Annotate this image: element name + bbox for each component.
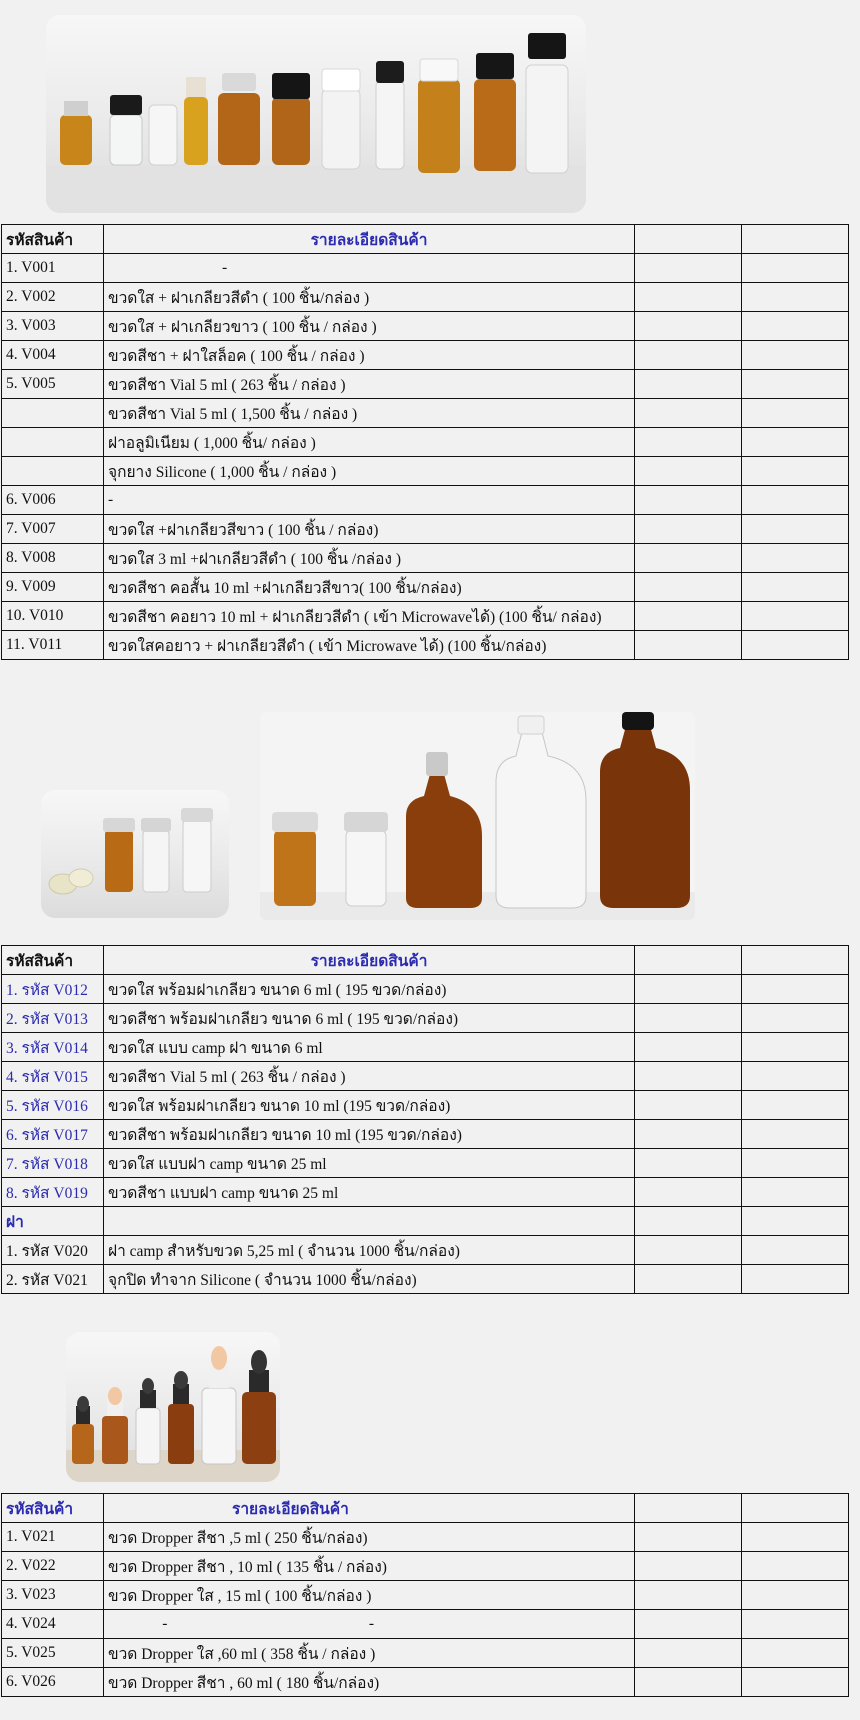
table-row (2, 1265, 849, 1294)
product-code: 9. V009 (2, 573, 104, 602)
product-detail: - (104, 254, 635, 283)
empty-cell (635, 457, 742, 486)
product-code: 1. V021 (2, 1523, 104, 1552)
empty-cell (742, 1523, 849, 1552)
empty-cell (742, 283, 849, 312)
empty-cell (635, 225, 742, 254)
product-code: 10. V010 (2, 602, 104, 631)
product-table-2 (1, 945, 849, 1294)
product-detail: - (104, 486, 635, 515)
product-detail: ขวดใส +ฝาเกลียวสีขาว ( 100 ชิ้น / กล่อง) (104, 515, 635, 544)
table-row (2, 1091, 849, 1120)
empty-cell (742, 946, 849, 975)
product-code: 6. V006 (2, 486, 104, 515)
dropper-bottles-photo (66, 1332, 280, 1482)
empty-cell (742, 544, 849, 573)
product-table-3 (1, 1493, 849, 1697)
empty-cell (742, 1033, 849, 1062)
product-code: 4. V004 (2, 341, 104, 370)
empty-cell (635, 975, 742, 1004)
serum-bottles-photo (260, 712, 695, 920)
table-row (2, 283, 849, 312)
empty-cell (742, 341, 849, 370)
table-row (2, 1178, 849, 1207)
empty-cell (635, 573, 742, 602)
header-code: รหัสสินค้า (2, 946, 104, 975)
table-row (2, 573, 849, 602)
table-row (2, 1552, 849, 1581)
section-row (2, 1207, 849, 1236)
table-row (2, 1062, 849, 1091)
empty-cell (635, 1494, 742, 1523)
empty-cell (742, 1178, 849, 1207)
empty-cell (635, 1610, 742, 1639)
empty-cell (635, 1523, 742, 1552)
product-detail: ขวดสีชา พร้อมฝาเกลียว ขนาด 10 ml (195 ขวด/กล่อง) (104, 1120, 635, 1149)
product-detail: ฝา camp สำหรับขวด 5,25 ml ( จำนวน 1000 ชิ้น/กล่อง) (104, 1236, 635, 1265)
empty-cell (742, 486, 849, 515)
empty-cell (742, 312, 849, 341)
product-detail: ขวดใส + ฝาเกลียวขาว ( 100 ชิ้น / กล่อง ) (104, 312, 635, 341)
table-row (2, 1639, 849, 1668)
product-detail: ขวดใส 3 ml +ฝาเกลียวสีดำ ( 100 ชิ้น /กล่อง ) (104, 544, 635, 573)
empty-cell (742, 1004, 849, 1033)
empty-cell (742, 254, 849, 283)
empty-cell (635, 602, 742, 631)
header-detail: รายละเอียดสินค้า (104, 1494, 635, 1523)
product-detail: ขวดสีชา + ฝาใสล็อค ( 100 ชิ้น / กล่อง ) (104, 341, 635, 370)
empty-cell (742, 631, 849, 660)
table-row (2, 1004, 849, 1033)
table-row (2, 341, 849, 370)
product-detail: ขวด Dropper สีชา ,5 ml ( 250 ชิ้น/กล่อง) (104, 1523, 635, 1552)
product-code (2, 457, 104, 486)
empty-cell (742, 370, 849, 399)
product-detail: - - (104, 1610, 635, 1639)
empty-cell (742, 1552, 849, 1581)
table-row (2, 1120, 849, 1149)
empty-cell (635, 1581, 742, 1610)
product-code: 4. V024 (2, 1610, 104, 1639)
product-detail: ขวดใส + ฝาเกลียวสีดำ ( 100 ชิ้น/กล่อง ) (104, 283, 635, 312)
table-row (2, 428, 849, 457)
empty-cell (635, 946, 742, 975)
product-detail: ขวดใสคอยาว + ฝาเกลียวสีดำ ( เข้า Microwave ได้) (100 ชิ้น/กล่อง) (104, 631, 635, 660)
empty-cell (635, 1178, 742, 1207)
empty-cell (742, 515, 849, 544)
empty-cell (635, 1668, 742, 1697)
table-row (2, 486, 849, 515)
table-row (2, 544, 849, 573)
product-detail: ขวด Dropper ใส , 15 ml ( 100 ชิ้น/กล่อง ) (104, 1581, 635, 1610)
product-detail: ฝาอลูมิเนียม ( 1,000 ชิ้น/ กล่อง ) (104, 428, 635, 457)
empty-cell (635, 341, 742, 370)
empty-cell (742, 975, 849, 1004)
product-code: 1. รหัส V020 (2, 1236, 104, 1265)
product-code: 7. รหัส V018 (2, 1149, 104, 1178)
table-row (2, 1581, 849, 1610)
empty-cell (635, 399, 742, 428)
product-detail: ขวดสีชา พร้อมฝาเกลียว ขนาด 6 ml ( 195 ขวด/กล่อง) (104, 1004, 635, 1033)
product-detail: ขวดใส แบบ camp ฝา ขนาด 6 ml (104, 1033, 635, 1062)
header-detail: รายละเอียดสินค้า (104, 946, 635, 975)
table-header-row (2, 946, 849, 975)
empty-cell (635, 1062, 742, 1091)
table-row (2, 457, 849, 486)
vials-photo (46, 15, 586, 213)
empty-cell (742, 1639, 849, 1668)
product-detail: ขวดสีชา Vial 5 ml ( 263 ชิ้น / กล่อง ) (104, 370, 635, 399)
product-code: 6. รหัส V017 (2, 1120, 104, 1149)
empty-cell (635, 1033, 742, 1062)
empty-cell (635, 1091, 742, 1120)
empty-cell (635, 1004, 742, 1033)
table-row (2, 399, 849, 428)
product-code: 11. V011 (2, 631, 104, 660)
empty-cell (635, 1265, 742, 1294)
product-code (2, 399, 104, 428)
table-row (2, 1668, 849, 1697)
product-code: 3. รหัส V014 (2, 1033, 104, 1062)
product-code: 2. รหัส V021 (2, 1265, 104, 1294)
empty-cell (104, 1207, 635, 1236)
table-row (2, 1033, 849, 1062)
crimp-vials-photo (41, 790, 229, 918)
table-row (2, 254, 849, 283)
empty-cell (742, 602, 849, 631)
empty-cell (635, 283, 742, 312)
header-code: รหัสสินค้า (2, 1494, 104, 1523)
table-row (2, 1149, 849, 1178)
empty-cell (742, 1494, 849, 1523)
table-row (2, 631, 849, 660)
product-code: 7. V007 (2, 515, 104, 544)
product-code: 8. รหัส V019 (2, 1178, 104, 1207)
product-detail: ขวดสีชา คอยาว 10 ml + ฝาเกลียวสีดำ ( เข้า Microwaveได้) (100 ชิ้น/ กล่อง) (104, 602, 635, 631)
empty-cell (742, 457, 849, 486)
empty-cell (742, 1236, 849, 1265)
empty-cell (742, 1091, 849, 1120)
empty-cell (635, 1552, 742, 1581)
empty-cell (635, 1207, 742, 1236)
product-code: 1. V001 (2, 254, 104, 283)
product-detail: ขวด Dropper สีชา , 10 ml ( 135 ชิ้น / กล่อง) (104, 1552, 635, 1581)
table-row (2, 312, 849, 341)
product-code: 2. รหัส V013 (2, 1004, 104, 1033)
product-code: 4. รหัส V015 (2, 1062, 104, 1091)
product-detail: ขวด Dropper สีชา , 60 ml ( 180 ชิ้น/กล่อง) (104, 1668, 635, 1697)
product-detail: จุกยาง Silicone ( 1,000 ชิ้น / กล่อง ) (104, 457, 635, 486)
empty-cell (742, 1668, 849, 1697)
empty-cell (742, 1149, 849, 1178)
empty-cell (635, 515, 742, 544)
empty-cell (742, 1062, 849, 1091)
empty-cell (742, 1610, 849, 1639)
table-row (2, 975, 849, 1004)
empty-cell (635, 544, 742, 573)
header-code: รหัสสินค้า (2, 225, 104, 254)
product-detail: ขวดสีชา คอสั้น 10 ml +ฝาเกลียวสีขาว( 100 ชิ้น/กล่อง) (104, 573, 635, 602)
table-row (2, 370, 849, 399)
product-detail: ขวดใส พร้อมฝาเกลียว ขนาด 10 ml (195 ขวด/กล่อง) (104, 1091, 635, 1120)
empty-cell (742, 428, 849, 457)
empty-cell (635, 1149, 742, 1178)
product-detail: ขวดสีชา Vial 5 ml ( 1,500 ชิ้น / กล่อง ) (104, 399, 635, 428)
empty-cell (635, 631, 742, 660)
product-code (2, 428, 104, 457)
empty-cell (635, 370, 742, 399)
empty-cell (635, 1639, 742, 1668)
product-detail: ขวดสีชา แบบฝา camp ขนาด 25 ml (104, 1178, 635, 1207)
empty-cell (742, 1581, 849, 1610)
empty-cell (742, 573, 849, 602)
empty-cell (635, 312, 742, 341)
table-row (2, 602, 849, 631)
header-detail: รายละเอียดสินค้า (104, 225, 635, 254)
product-detail: ขวดใส พร้อมฝาเกลียว ขนาด 6 ml ( 195 ขวด/กล่อง) (104, 975, 635, 1004)
empty-cell (635, 486, 742, 515)
empty-cell (742, 225, 849, 254)
empty-cell (742, 1120, 849, 1149)
empty-cell (742, 1207, 849, 1236)
empty-cell (742, 399, 849, 428)
product-code: 1. รหัส V012 (2, 975, 104, 1004)
empty-cell (742, 1265, 849, 1294)
table-row (2, 515, 849, 544)
table-row (2, 1610, 849, 1639)
product-detail: ขวดใส แบบฝา camp ขนาด 25 ml (104, 1149, 635, 1178)
product-code: 3. V003 (2, 312, 104, 341)
product-code: 5. V005 (2, 370, 104, 399)
product-code: 2. V022 (2, 1552, 104, 1581)
product-code: 2. V002 (2, 283, 104, 312)
table-row (2, 1236, 849, 1265)
table-header-row (2, 1494, 849, 1523)
product-detail: จุกปิด ทำจาก Silicone ( จำนวน 1000 ชิ้น/กล่อง) (104, 1265, 635, 1294)
product-code: 8. V008 (2, 544, 104, 573)
empty-cell (635, 1120, 742, 1149)
product-code: 3. V023 (2, 1581, 104, 1610)
table-row (2, 1523, 849, 1552)
empty-cell (635, 254, 742, 283)
product-table-1 (1, 224, 849, 660)
table-header-row (2, 225, 849, 254)
product-detail: ขวด Dropper ใส ,60 ml ( 358 ชิ้น / กล่อง ) (104, 1639, 635, 1668)
product-detail: ขวดสีชา Vial 5 ml ( 263 ชิ้น / กล่อง ) (104, 1062, 635, 1091)
section-caps-label: ฝา (2, 1207, 104, 1236)
product-code: 5. รหัส V016 (2, 1091, 104, 1120)
product-code: 6. V026 (2, 1668, 104, 1697)
product-code: 5. V025 (2, 1639, 104, 1668)
empty-cell (635, 1236, 742, 1265)
empty-cell (635, 428, 742, 457)
